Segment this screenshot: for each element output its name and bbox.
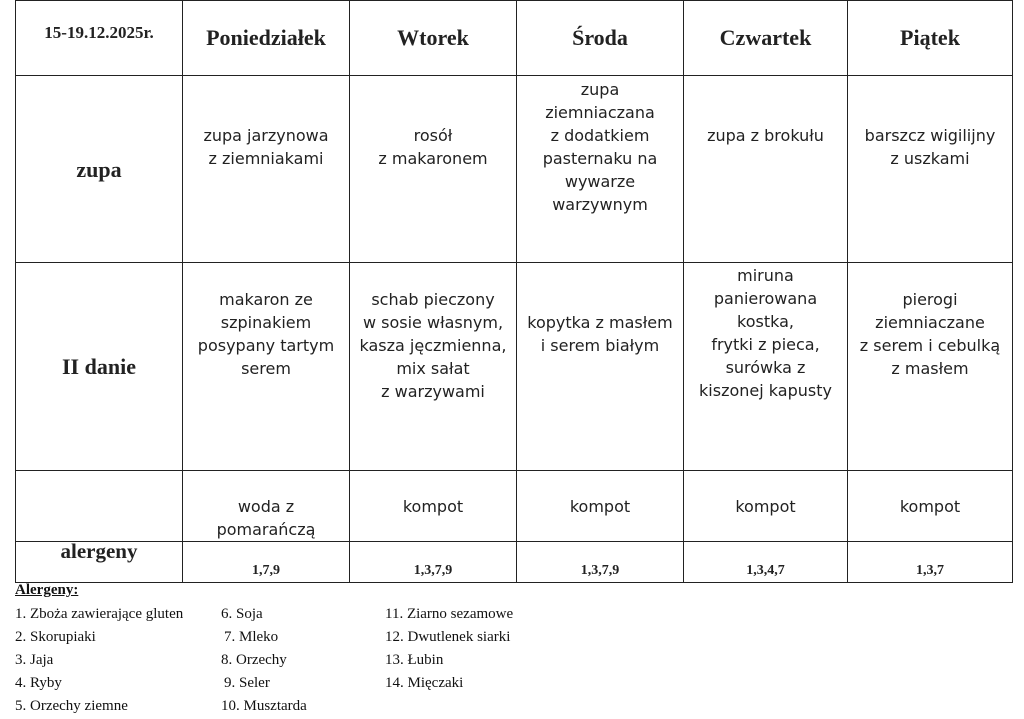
date-range-cell	[16, 1, 183, 76]
legend-item: 7. Mleko	[224, 629, 279, 645]
main-text: kopytka z masłem i serem białym	[527, 313, 673, 355]
drink-text: kompot	[735, 497, 796, 516]
main-text: schab pieczony w sosie własnym, kasza jęczmienna, mix sałat z warzywami	[359, 290, 507, 401]
soup-row	[16, 76, 1013, 263]
day-label: Piątek	[900, 24, 960, 50]
drink-text: kompot	[899, 497, 961, 516]
soup-cell-fri	[848, 76, 1013, 263]
day-label: Czwartek	[719, 24, 812, 50]
menu-table	[15, 0, 1013, 583]
drink-cell-mon	[183, 471, 350, 542]
main-cell-tue	[350, 263, 517, 471]
drink-text: kompot	[402, 497, 464, 516]
day-header-tue	[350, 1, 517, 76]
day-header-fri	[848, 1, 1013, 76]
legend-title: Alergeny:	[15, 582, 79, 598]
legend-item: 5. Orzechy ziemne	[15, 698, 128, 714]
allergen-codes: 1,3,7,9	[580, 563, 620, 578]
main-course-row	[16, 263, 1013, 471]
soup-cell-thu	[684, 76, 848, 263]
legend-item: 8. Orzechy	[221, 652, 287, 668]
day-header-mon	[183, 1, 350, 76]
drink-row	[16, 471, 1013, 542]
day-header-wed	[517, 1, 684, 76]
legend-item: 4. Ryby	[15, 675, 62, 691]
legend-item: 3. Jaja	[15, 652, 54, 668]
soup-row-label: zupa	[16, 76, 183, 263]
drink-cell-thu	[684, 471, 848, 542]
allergen-cell-tue	[350, 542, 517, 583]
allergens-row-label: alergeny	[60, 539, 138, 563]
drink-text: kompot	[569, 497, 631, 516]
drink-row-label	[16, 471, 183, 542]
main-cell-fri	[848, 263, 1013, 471]
allergen-codes: 1,3,7,9	[413, 563, 453, 578]
soup-cell-mon	[183, 76, 350, 263]
main-text: makaron ze szpinakiem posypany tartym serem	[197, 290, 335, 378]
main-cell-mon	[183, 263, 350, 471]
date-range: 15-19.12.2025r.	[44, 23, 154, 42]
main-text: miruna panierowana kostka, frytki z pieca, surówka z kiszonej kapusty	[699, 266, 832, 400]
allergens-row	[16, 542, 1013, 583]
drink-cell-tue	[350, 471, 517, 542]
legend-item: 13. Łubin	[385, 652, 444, 668]
soup-text: rosół z makaronem	[378, 126, 488, 168]
drink-cell-wed	[517, 471, 684, 542]
drink-text: woda z pomarańczą	[216, 497, 316, 539]
soup-cell-wed	[517, 76, 684, 263]
main-course-row-label: II danie	[16, 263, 183, 471]
legend-item: 2. Skorupiaki	[15, 629, 96, 645]
allergen-cell-mon	[183, 542, 350, 583]
soup-text: zupa jarzynowa z ziemniakami	[203, 126, 329, 168]
legend-item: 11. Ziarno sezamowe	[385, 606, 514, 622]
legend-column-2	[221, 604, 307, 719]
day-label: Poniedziałek	[206, 24, 326, 50]
soup-text: barszcz wigilijny z uszkami	[864, 126, 996, 168]
allergen-cell-wed	[517, 542, 684, 583]
main-cell-thu	[684, 263, 848, 471]
soup-cell-tue	[350, 76, 517, 263]
legend-item: 1. Zboża zawierające gluten	[15, 606, 184, 622]
legend-column-3	[385, 604, 513, 696]
allergen-codes: 1,3,4,7	[746, 563, 785, 578]
legend-item: 14. Mięczaki	[385, 675, 464, 691]
legend-item: 6. Soja	[221, 606, 263, 622]
legend-column-1	[15, 604, 183, 719]
legend-item: 10. Musztarda	[221, 698, 307, 714]
soup-text: zupa ziemniaczana z dodatkiem pasternaku na wywarze warzywnym	[542, 80, 658, 214]
day-header-thu	[684, 1, 848, 76]
day-label: Wtorek	[397, 24, 469, 50]
allergen-codes: 1,7,9	[252, 563, 280, 578]
header-row	[16, 1, 1013, 76]
day-label: Środa	[572, 24, 628, 50]
legend-item: 9. Seler	[224, 675, 270, 691]
allergen-cell-thu	[684, 542, 848, 583]
soup-text: zupa z brokułu	[707, 126, 824, 145]
allergen-codes: 1,3,7	[916, 563, 944, 578]
legend-item: 12. Dwutlenek siarki	[385, 629, 511, 645]
drink-cell-fri	[848, 471, 1013, 542]
allergen-cell-fri	[848, 542, 1013, 583]
main-cell-wed	[517, 263, 684, 471]
main-text: pierogi ziemniaczane z serem i cebulką z masłem	[859, 290, 1001, 378]
allergens-row-label-cell	[16, 539, 183, 583]
